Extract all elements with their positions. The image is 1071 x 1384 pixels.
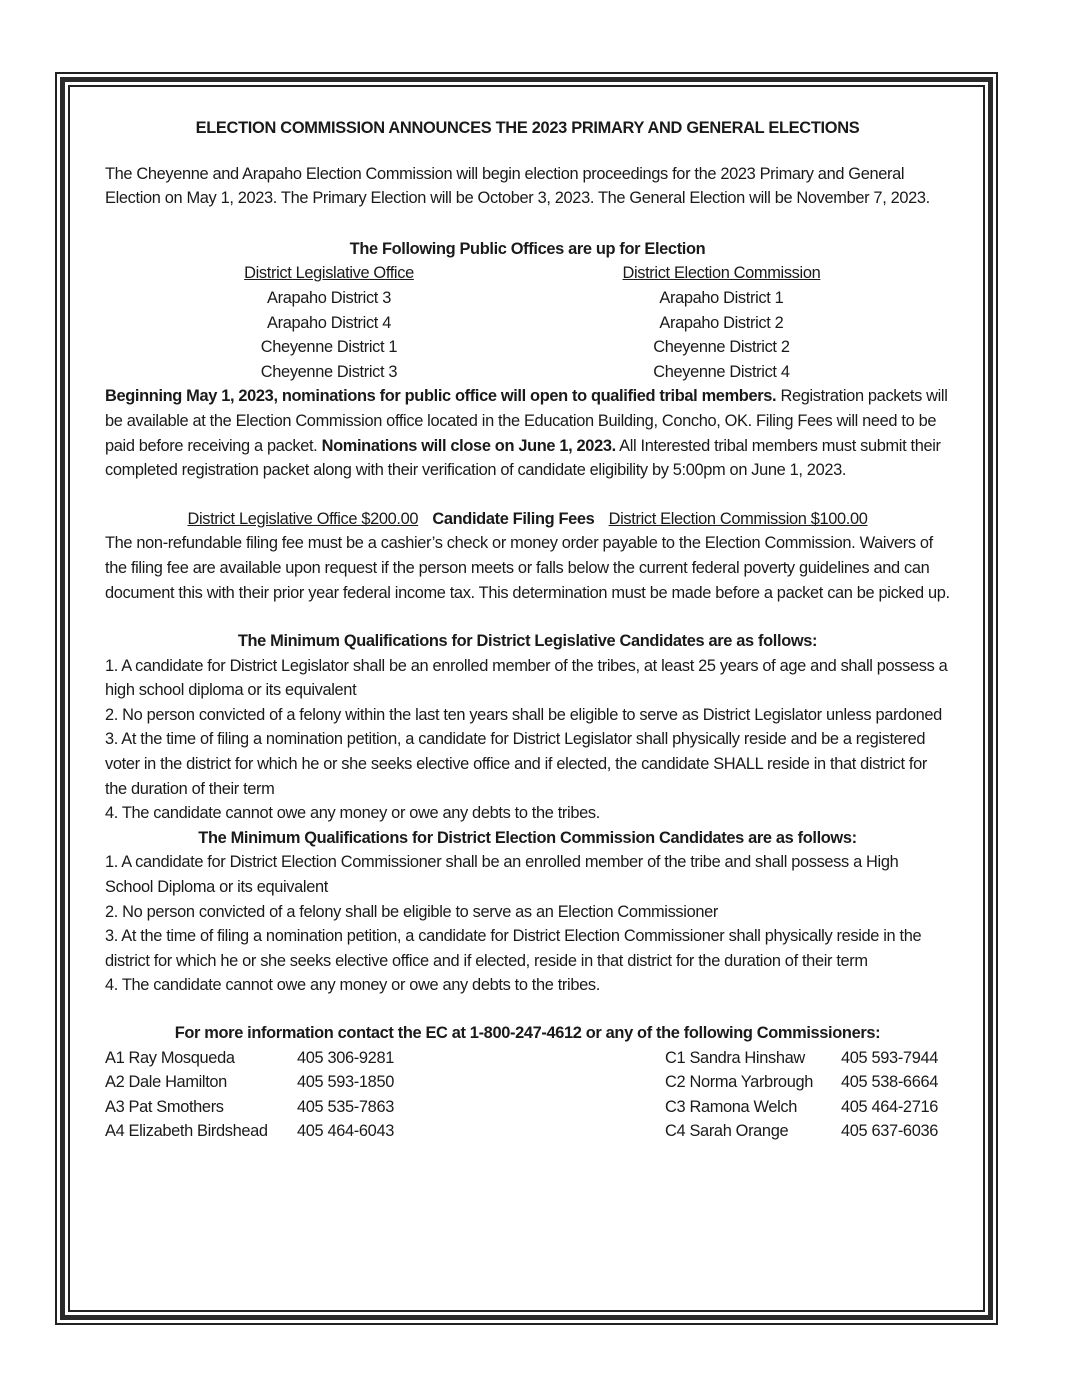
cheyenne-commissioners xyxy=(665,1046,938,1144)
commissioner-name: C2 Norma Yarbrough xyxy=(665,1073,813,1092)
page-title: ELECTION COMMISSION ANNOUNCES THE 2023 PRIMARY AND GENERAL ELECTIONS xyxy=(195,119,860,137)
commissioner-phone: 405 464-6043 xyxy=(297,1122,394,1141)
contact-heading: For more information contact the EC at 1-800-247-4612 or any of the following Commissioners: xyxy=(174,1024,881,1042)
intro-paragraph: The Cheyenne and Arapaho Election Commission will begin election proceedings for the 2023 Primary and General Election on May 1, 2023. The Primary Election will be October 3, 2023. The General Election will be November 7, 2023. xyxy=(105,164,930,208)
nominations-deadline-text: All Interested tribal members must submit their completed registration packet along with their verification of candidate eligibility by 5:00pm on June 1, 2023. xyxy=(105,436,941,480)
nominations-text: Registration packets will be available at the Election Commission office located in the Education Building, Concho, OK. Filing Fees will need to be paid before receiving a packet. xyxy=(105,387,948,455)
commissioner-row xyxy=(665,1095,938,1120)
commissioner-name: A1 Ray Mosqueda xyxy=(105,1048,235,1067)
qualification-item: 4. The candidate cannot owe any money or owe any debts to the tribes. xyxy=(105,976,600,995)
commissioner-row xyxy=(105,1070,394,1095)
commissioner-row xyxy=(105,1119,394,1144)
commissioner-phone: 405 593-1850 xyxy=(297,1073,394,1092)
commission-fee: District Election Commission $100.00 xyxy=(608,509,868,528)
commissioner-row xyxy=(665,1119,938,1144)
legislative-quals-heading: The Minimum Qualifications for District Legislative Candidates are as follows: xyxy=(237,632,818,651)
qualification-item: 4. The candidate cannot owe any money or owe any debts to the tribes. xyxy=(105,804,600,823)
office-item: Arapaho District 4 xyxy=(267,313,391,332)
commissioner-name: A2 Dale Hamilton xyxy=(105,1073,227,1092)
office-item: Cheyenne District 2 xyxy=(653,338,790,357)
offices-table xyxy=(105,261,950,384)
legislative-fee: District Legislative Office $200.00 xyxy=(187,509,419,528)
office-item: Arapaho District 1 xyxy=(659,288,784,307)
commission-quals-heading: The Minimum Qualifications for District Election Commission Candidates are as follows: xyxy=(198,828,857,847)
commissioner-phone: 405 535-7863 xyxy=(297,1097,394,1116)
qualification-item: 2. No person convicted of a felony within the last ten years shall be eligible to serve as District Legislator unless pardoned xyxy=(105,705,942,724)
office-item: Cheyenne District 3 xyxy=(260,362,398,381)
qualification-item: 1. A candidate for District Legislator shall be an enrolled member of the tribes, at least 25 years of age and shall possess a high school diploma or its equivalent xyxy=(105,656,948,700)
commissioner-name: C4 Sarah Orange xyxy=(665,1122,789,1141)
office-item: Cheyenne District 4 xyxy=(653,362,790,381)
qualification-item: 1. A candidate for District Election Commissioner shall be an enrolled member of the tribe and shall possess a High School Diploma or its equivalent xyxy=(105,853,899,897)
commissioners-list xyxy=(105,1046,950,1144)
arapaho-commissioners xyxy=(105,1046,394,1144)
commissioner-phone: 405 306-9281 xyxy=(297,1048,394,1067)
office-item: Arapaho District 3 xyxy=(267,288,391,307)
commissioner-phone: 405 637-6036 xyxy=(841,1122,938,1141)
commissioner-row xyxy=(105,1046,394,1071)
commissioner-row xyxy=(105,1095,394,1120)
commissioner-phone: 405 464-2716 xyxy=(841,1097,938,1116)
commissioner-row xyxy=(665,1070,938,1095)
commission-offices-column xyxy=(551,261,950,384)
filing-fees-line xyxy=(105,507,950,532)
commissioner-name: A4 Elizabeth Birdshead xyxy=(105,1122,268,1141)
nominations-open-text: Beginning May 1, 2023, nominations for public office will open to qualified tribal members. xyxy=(105,387,777,406)
office-item: Arapaho District 2 xyxy=(659,313,784,332)
commissioner-phone: 405 593-7944 xyxy=(841,1048,938,1067)
commissioner-name: A3 Pat Smothers xyxy=(105,1097,224,1116)
commissioner-name: C3 Ramona Welch xyxy=(665,1097,798,1116)
commissioner-phone: 405 538-6664 xyxy=(841,1073,938,1092)
legislative-offices-column xyxy=(105,261,551,384)
commissioner-row xyxy=(665,1046,938,1071)
qualification-item: 2. No person convicted of a felony shall be eligible to serve as an Election Commissioner xyxy=(105,902,718,921)
announcement xyxy=(105,116,950,1144)
commissioner-name: C1 Sandra Hinshaw xyxy=(665,1048,805,1067)
nominations-paragraph xyxy=(105,384,950,482)
nominations-close-text: Nominations will close on June 1, 2023. xyxy=(321,436,616,455)
commission-offices-header: District Election Commission xyxy=(622,264,821,283)
legislative-offices-header: District Legislative Office xyxy=(244,264,414,283)
offices-heading: The Following Public Offices are up for Election xyxy=(349,239,706,258)
filing-fees-label: Candidate Filing Fees xyxy=(432,509,595,528)
filing-fee-paragraph: The non-refundable filing fee must be a cashier’s check or money order payable to the Election Commission. Waivers of the filing fee are available upon request if the person meets or falls below the current federal poverty guidelines and can document this with their prior year federal income tax. This determination must be made before a packet can be picked up. xyxy=(105,534,950,602)
office-item: Cheyenne District 1 xyxy=(260,338,398,357)
qualification-item: 3. At the time of filing a nomination petition, a candidate for District Legislator shall physically reside and be a registered voter in the district for which he or she seeks elective office and if elected, the candidate SHALL reside in that district for the duration of their term xyxy=(105,730,927,798)
qualification-item: 3. At the time of filing a nomination petition, a candidate for District Election Commissioner shall physically reside in the district for which he or she seeks elective office and if elected, reside in that district for the duration of their term xyxy=(105,927,922,970)
